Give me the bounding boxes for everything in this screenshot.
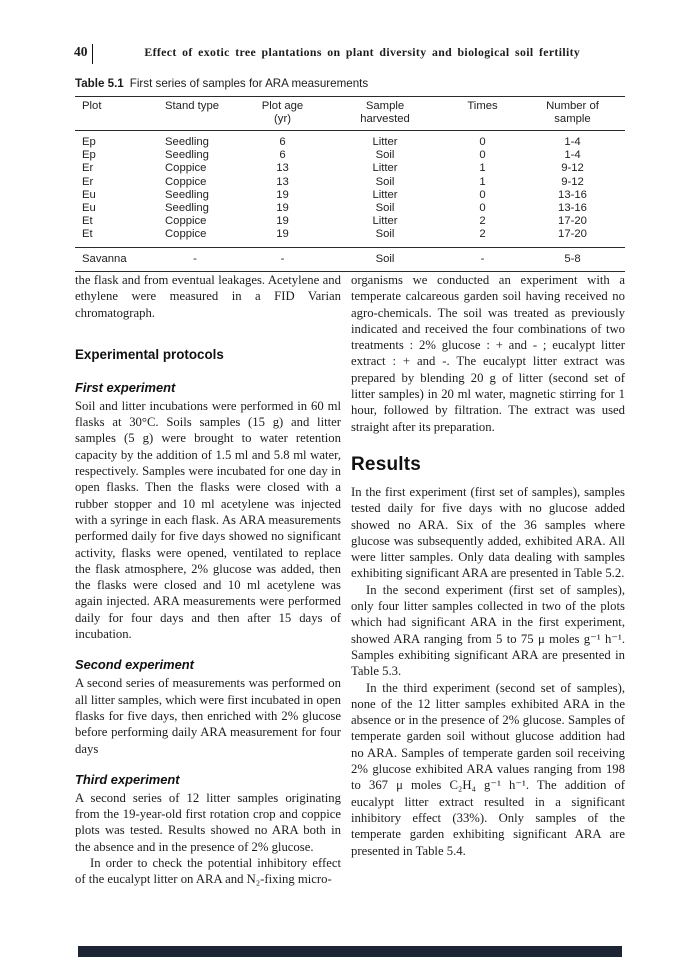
- table-cell: 1-4: [564, 149, 581, 162]
- table-cell: Coppice: [165, 228, 207, 241]
- table-cell: 0: [479, 136, 486, 148]
- table-cell: Seedling: [165, 149, 209, 162]
- table-row: [75, 149, 625, 162]
- table-cell: Soil: [375, 228, 395, 241]
- table-cell: Coppice: [165, 162, 207, 175]
- ara-samples-table: [75, 96, 625, 272]
- table-cell: 19: [276, 228, 289, 241]
- table-row-savanna: [75, 247, 625, 271]
- table-caption-text: First series of samples for ARA measurements: [129, 77, 369, 90]
- page-header: [74, 44, 626, 64]
- table-row: [75, 176, 625, 189]
- paragraph: In the third experiment (second set of samples), none of the 12 litter samples exhibited ARA in the absence or in the presence of 2% glucose. Samples of temperate garden soil without glucose addition had no ARA. Samples of temperate garden soil receiving 2% glucose exhibited ARA values ranging from 198 to 367 μ moles C₂H₄ g⁻¹ h⁻¹. The addition of eucalypt litter extract resulted in a significant inhibitory effect (33%). Only samples of the temperate garden exhibiting significant ARA are presented in Table 5.4.: [351, 680, 625, 858]
- table-row: [75, 215, 625, 228]
- table-cell: Litter: [372, 215, 398, 228]
- paragraph: A second series of 12 litter samples originating from the 19-year-old first rotation crop and coppice plots was tested. Results showed no ARA both in the absence and in the presence of 2% glucose.: [75, 790, 341, 854]
- table-cell: 5-8: [520, 247, 625, 271]
- table-cell: Seedling: [165, 202, 209, 215]
- table-cell: Er: [82, 162, 94, 175]
- table-cell: 19: [276, 202, 289, 215]
- table-cell: 1-4: [564, 136, 581, 148]
- paragraph: In the first experiment (first set of samples), samples tested daily for five days with no glucose added showed no ARA. Six of the 36 samples where glucose was subsequently added, exhibited ARA. All were litter samples. Only data dealing with samples exhibiting significant ARA are presented in Table 5.2.: [351, 484, 625, 581]
- paragraph: the flask and from eventual leakages. Acetylene and ethylene were measured in a FID Varian chromatograph.: [75, 273, 341, 320]
- paragraph: A second series of measurements was performed on all litter samples, which were first incubated in open flasks for five days, then enriched with 2% glucose before performing daily ARA measurement for four days: [75, 676, 342, 756]
- table-cell: Seedling: [165, 188, 209, 201]
- section-heading-results: Results: [351, 453, 422, 475]
- table-cell: Eu: [82, 188, 96, 201]
- right-column: [351, 272, 625, 859]
- table-cell: 1: [479, 175, 486, 188]
- table-cell: 6: [279, 136, 286, 148]
- table-caption: [75, 77, 625, 91]
- table-cell: Soil: [375, 202, 395, 215]
- column-header-times: Times: [445, 97, 520, 131]
- table-row: [75, 162, 625, 175]
- table-cell: Coppice: [165, 215, 207, 228]
- running-title: Effect of exotic tree plantations on plant diversity and biological soil fertility: [144, 45, 581, 59]
- table-row: [75, 228, 625, 247]
- table-cell: -: [240, 247, 325, 271]
- table-cell: 13-16: [558, 188, 587, 201]
- column-header-stand-type: Stand type: [150, 97, 240, 131]
- paragraph: Soil and litter incubations were performed in 60 ml flasks at 30°C. Soils samples (15 g) and litter samples (5 g) were brought to water retention capacity by the addition of 1.5 ml and 5.8 ml water, respectively. Samples were incubated for one day in open flasks. Then the flasks were closed with a rubber stopper and 10 ml acetylene was injected with a syringe in each flask. As ARA measurements performed daily for five days showed no significant activity, flasks were opened, ventilated to replace the flask atmosphere, 2% glucose was added, then the flasks were closed and 10 ml acetylene was again injected. ARA measurements were performed daily for four days and then after 15 days of incubation.: [75, 398, 341, 642]
- table-cell: -: [150, 247, 240, 271]
- table-cell: Seedling: [165, 136, 209, 148]
- table-row: [75, 202, 625, 215]
- table-cell: 17-20: [558, 228, 587, 241]
- table-cell: 13-16: [558, 202, 587, 215]
- column-header-plot-age: Plot age (yr): [240, 97, 325, 131]
- table-cell: Et: [82, 215, 93, 228]
- paragraph: In order to check the potential inhibitory effect of the eucalypt litter on ARA and N₂-fixing micro-: [75, 856, 341, 887]
- table-cell: Er: [82, 175, 94, 188]
- table-cell: 9-12: [561, 175, 584, 188]
- table-cell: 13: [276, 162, 289, 175]
- table-cell: 13: [276, 175, 289, 188]
- page-number: 40: [74, 44, 93, 64]
- table-cell: 0: [479, 202, 486, 215]
- column-header-number-of-sample: Number of sample: [520, 97, 625, 131]
- table-cell: Litter: [372, 136, 398, 148]
- section-heading-experimental-protocols: Experimental protocols: [75, 346, 224, 362]
- table-cell: Soil: [375, 175, 395, 188]
- table-header-row: [75, 97, 625, 131]
- table-cell: 0: [479, 149, 486, 162]
- table-cell: Coppice: [165, 175, 207, 188]
- table-cell: Eu: [82, 202, 96, 215]
- table-cell: Et: [82, 228, 93, 241]
- table-cell: Savanna: [75, 247, 150, 271]
- table-row: [75, 131, 625, 150]
- table-cell: Soil: [325, 247, 445, 271]
- table-cell: -: [445, 247, 520, 271]
- paragraph: In the second experiment (first set of samples), only four litter samples collected in two of the plots which had significant ARA in the first experiment, showed ARA ranging from 5 to 75 μ moles g⁻¹ h⁻¹. Samples exhibiting significant ARA are presented in Table 5.3.: [351, 582, 625, 679]
- table-caption-label: Table 5.1: [75, 77, 124, 90]
- table-cell: 19: [276, 215, 289, 228]
- paragraph: organisms we conducted an experiment with a temperate calcareous garden soil having received no agro-chemicals. The soil was treated as previously indicated and received the four combinations of two treatments : 2% glucose : + and - ; eucalypt litter extract : + and -. The eucalypt litter extract was prepared by blending 20 g of litter (second set of litter samples) in 20 ml water, magnetic stirring for 1 hour, followed by filtration. The extract was used straight after its preparation.: [351, 273, 625, 434]
- table-cell: 2: [479, 228, 486, 241]
- table-cell: Ep: [82, 136, 96, 148]
- table-row: [75, 189, 625, 202]
- table-cell: Soil: [375, 149, 395, 162]
- column-header-sample-harvested: Sample harvested: [325, 97, 445, 131]
- column-header-plot: Plot: [75, 97, 150, 131]
- table-cell: 6: [279, 149, 286, 162]
- table-cell: Litter: [372, 162, 398, 175]
- table-cell: 9-12: [561, 162, 584, 175]
- subsection-heading-third-experiment: Third experiment: [75, 771, 180, 787]
- left-column: [75, 272, 341, 888]
- scan-artifact-bar: [78, 946, 622, 957]
- subsection-heading-first-experiment: First experiment: [75, 379, 176, 395]
- subsection-heading-second-experiment: Second experiment: [75, 657, 194, 673]
- table-cell: 19: [276, 188, 289, 201]
- table-cell: Ep: [82, 149, 96, 162]
- table-cell: 17-20: [558, 215, 587, 228]
- table-cell: 0: [479, 188, 486, 201]
- table-cell: 1: [479, 162, 486, 175]
- table-cell: 2: [479, 215, 486, 228]
- table-cell: Litter: [372, 188, 398, 201]
